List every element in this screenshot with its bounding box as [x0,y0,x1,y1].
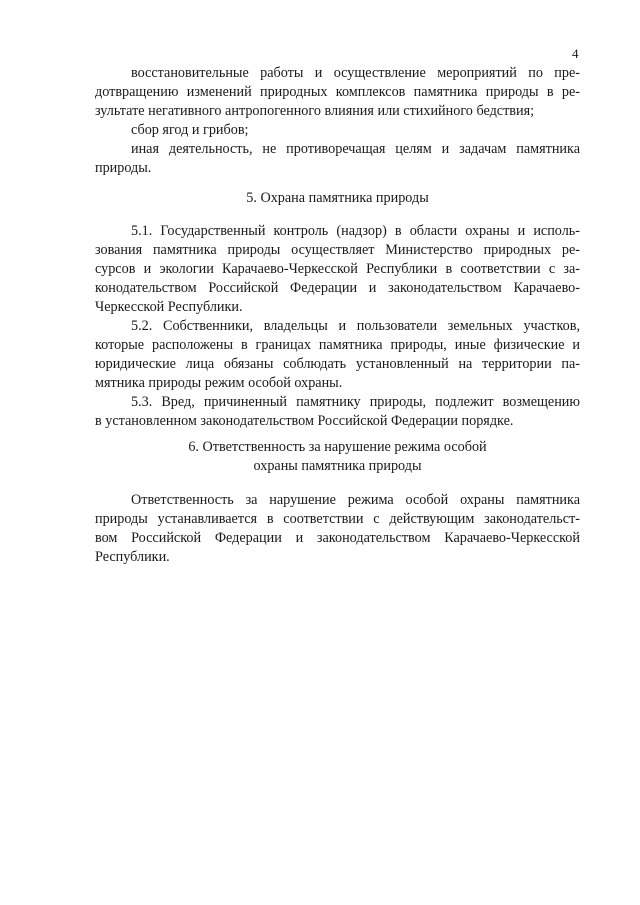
text-line: вом Российской Федерации и законодательством Карачаево-Черкесской [95,530,580,546]
text-line: юридические лица обязаны соблюдать установленный на территории па- [95,356,580,372]
text-line: Черкесской Республики. [95,299,243,315]
text-line: Республики. [95,549,170,565]
text-line: сбор ягод и грибов; [131,122,249,138]
text-line: природы. [95,160,152,176]
page-number: 4 [572,46,579,61]
text-line: 5.2. Собственники, владельцы и пользователи земельных участков, [131,318,580,334]
text-line: мятника природы режим особой охраны. [95,375,343,391]
section-heading: 6. Ответственность за нарушение режима особой [188,439,487,455]
text-line: в установленном законодательством Российской Федерации порядке. [95,413,514,429]
text-line: природы устанавливается в соответствии с действующим законодательст- [95,511,580,527]
text-line: зования памятника природы осуществляет Министерство природных ре- [95,242,580,258]
section-heading: 5. Охрана памятника природы [246,190,429,206]
text-line: конодательством Российской Федерации и законодательством Карачаево- [95,280,580,296]
text-line: 5.1. Государственный контроль (надзор) в области охраны и исполь- [131,223,580,239]
text-line: Ответственность за нарушение режима особой охраны памятника [131,492,580,508]
text-line: дотвращению изменений природных комплексов памятника природы в ре- [95,84,580,100]
text-line: зультате негативного антропогенного влияния или стихийного бедствия; [95,103,535,119]
text-line: которые расположены в границах памятника природы, иные физические и [95,337,580,353]
text-line: сурсов и экологии Карачаево-Черкесской Республики в соответствии с за- [95,261,580,277]
section-heading: охраны памятника природы [253,458,422,474]
text-line: иная деятельность, не противоречащая целям и задачам памятника [131,141,580,157]
text-line: 5.3. Вред, причиненный памятнику природы, подлежит возмещению [131,394,580,410]
text-line: восстановительные работы и осуществление мероприятий по пре- [131,65,580,81]
